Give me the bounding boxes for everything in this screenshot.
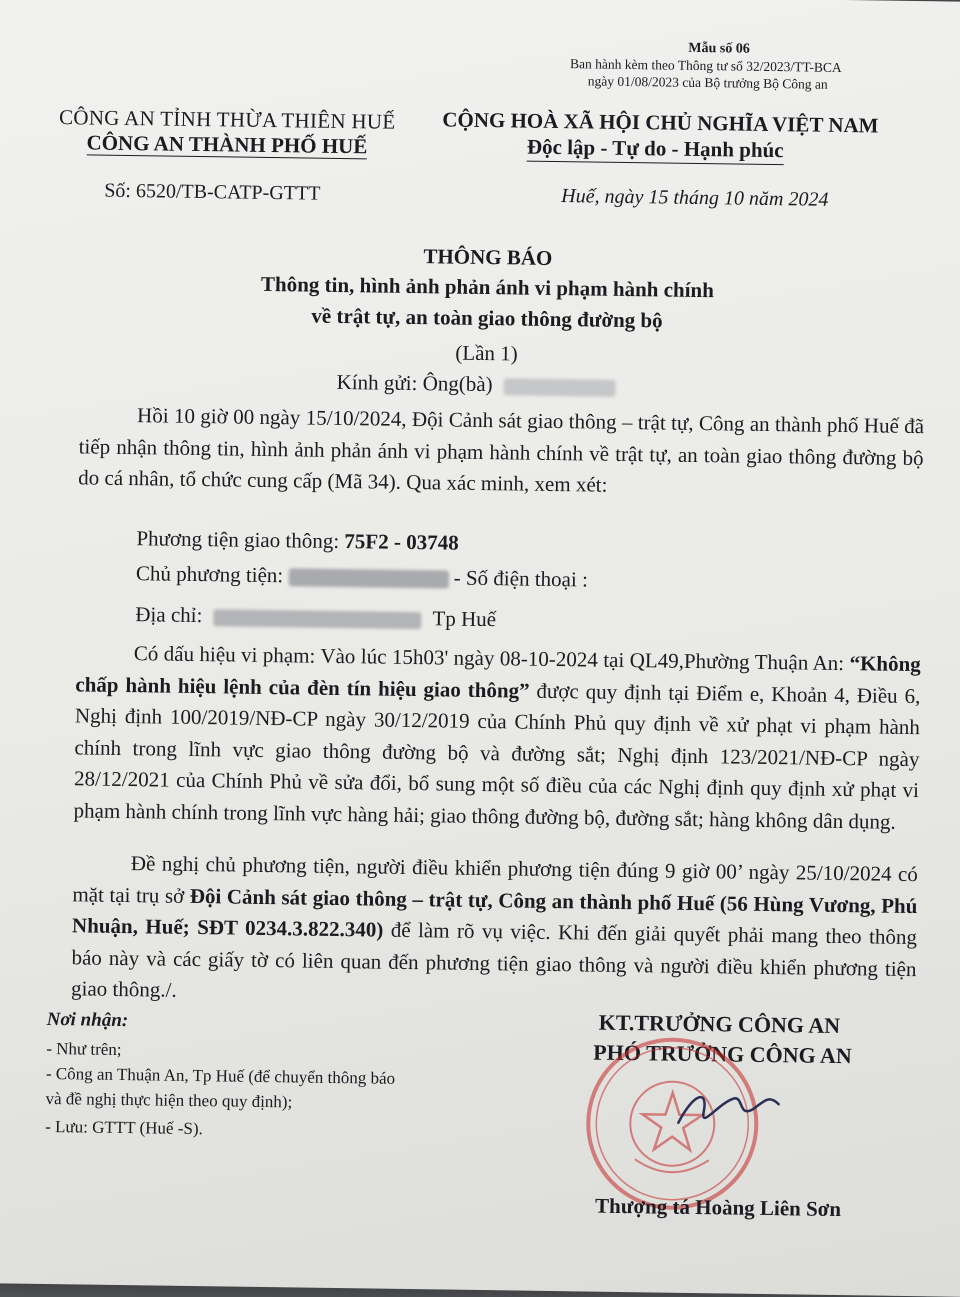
recipient-item: - Công an Thuận An, Tp Huế (để chuyển thông báo bbox=[45, 1063, 396, 1088]
country-name: CỘNG HOÀ XÃ HỘI CHỦ NGHĨA VIỆT NAM bbox=[442, 107, 879, 138]
paragraph-violation: Có dấu hiệu vi phạm: Vào lúc 15h03' ngày 08-10-2024 tại QL49,Phường Thuận An: “Không chấp hành hiệu lệnh của đèn tín hiệu giao thông” được quy định tại Điểm e, Khoản 4, Điều 6, Nghị định 100/2019/NĐ-CP ngày 30/12/2019 của Chính Phủ quy định về xử phạt vi phạm hành chính trong lĩnh vực giao thông đường bộ và đường sắt; Nghị định 123/2021/NĐ-CP ngày 28/12/2021 của Chính Phủ về sửa đổi, bổ sung một số điều của các Nghị định quy định xử phạt vi phạm hành chính trong lĩnh vực hàng hải; giao thông đường bộ, đường sắt; hàng không dân dụng. bbox=[73, 641, 921, 834]
violation-text: “Không chấp hành hiệu lệnh của đèn tín hiệu giao thông” bbox=[75, 651, 921, 703]
doc-title: THÔNG BÁO bbox=[423, 244, 553, 270]
national-motto: Độc lập - Tự do - Hạnh phúc bbox=[527, 135, 784, 166]
addressee-line: Kính gửi: Ông(bà) bbox=[336, 370, 616, 399]
police-office: Đội Cảnh sát giao thông – trật tự, Công an thành phố Huế (56 Hùng Vương, Phú Nhuận, Huế; SĐT 0234.3.822.340) bbox=[71, 883, 918, 942]
owner-line: Chủ phương tiện: - Số điện thoại : bbox=[135, 561, 589, 592]
paragraph-request: Đề nghị chủ phương tiện, người điều khiển phương tiện đúng 9 giờ 00’ ngày 25/10/2024 có mặt tại trụ sở Đội Cảnh sát giao thông – trật tự, Công an thành phố Huế (56 Hùng Vương, Phú Nhuận, Huế; SĐT 0234.3.822.340) để làm rõ vụ việc. Khi đến giải quyết phải mang theo thông báo này và các giấy tờ có liên quan đến phương tiện giao thông và người điều khiển phương tiện giao thông./. bbox=[70, 851, 918, 1002]
org-unit: CÔNG AN THÀNH PHỐ HUẾ bbox=[86, 130, 368, 159]
paragraph-intro: Hồi 10 giờ 00 ngày 15/10/2024, Đội Cảnh sát giao thông – trật tự, Công an thành phố Huế đã tiếp nhận thông tin, hình ảnh phản ánh vi phạm hành chính về trật tự, an toàn giao thông đường bộ do cá nhân, tổ chức cung cấp (Mã 34). Qua xác minh, xem xét: bbox=[78, 403, 925, 497]
signature-title-1: KT.TRƯỞNG CÔNG AN bbox=[598, 1009, 841, 1039]
doc-subtitle-1: Thông tin, hình ảnh phản ánh vi phạm hành chính bbox=[260, 271, 715, 303]
redacted-owner bbox=[288, 568, 448, 588]
handwritten-signature bbox=[673, 1073, 784, 1145]
recipient-item: và đề nghị thực hiện theo quy định); bbox=[45, 1088, 293, 1112]
vehicle-line: Phương tiện giao thông: 75F2 - 03748 bbox=[136, 526, 459, 555]
redacted-address bbox=[214, 609, 422, 629]
signature-title-2: PHÓ TRƯỞNG CÔNG AN bbox=[593, 1039, 852, 1069]
form-number: Mẫu số 06 bbox=[688, 40, 750, 57]
recipient-item: - Như trên; bbox=[46, 1038, 122, 1059]
doc-subtitle-2: về trật tự, an toàn giao thông đường bộ bbox=[311, 303, 663, 333]
recipients-heading: Nơi nhận: bbox=[46, 1008, 129, 1032]
signer-name: Thượng tá Hoàng Liên Sơn bbox=[594, 1193, 842, 1222]
address-line: Địa chỉ: Tp Huế bbox=[135, 602, 497, 632]
place-date: Huế, ngày 15 tháng 10 năm 2024 bbox=[561, 185, 829, 211]
vehicle-plate: 75F2 - 03748 bbox=[344, 529, 459, 555]
recipient-item: - Lưu: GTTT (Huế -S). bbox=[45, 1116, 203, 1139]
notice-count: (Lần 1) bbox=[455, 340, 518, 366]
redacted-name bbox=[504, 378, 616, 397]
org-parent: CÔNG AN TỈNH THỪA THIÊN HUẾ bbox=[58, 105, 396, 134]
document-number: Số: 6520/TB-CATP-GTTT bbox=[104, 179, 321, 205]
issued-date-line: ngày 01/08/2023 của Bộ trưởng Bộ Công an bbox=[587, 73, 828, 92]
issued-with-line: Ban hành kèm theo Thông tư số 32/2023/TT-BCA bbox=[569, 56, 842, 75]
